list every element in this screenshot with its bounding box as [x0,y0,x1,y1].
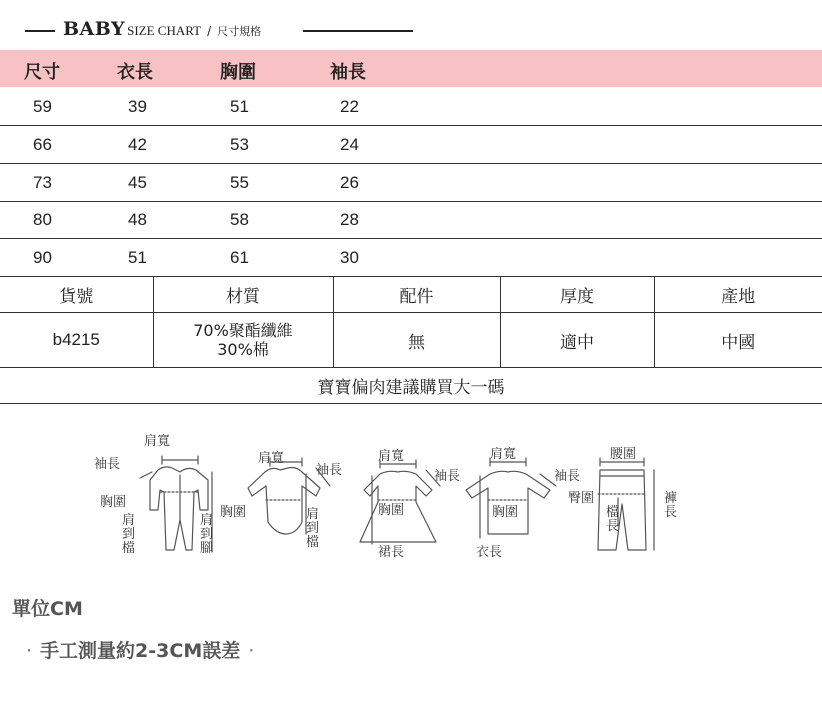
label-top-shoulder: 肩寬 [490,447,517,462]
info-material [153,313,333,368]
measurement-diagrams [80,430,700,580]
info-header-material: 材質 [153,276,333,313]
cell-chest: 55 [230,173,249,192]
label-pants-waist: 腰圍 [610,447,637,462]
label-bodysuit-sleeve: 袖長 [316,463,343,478]
title-brand: BABY [63,18,126,40]
label-top-sleeve: 袖長 [554,469,581,484]
label-pants-crotch: 檔長 [606,505,620,534]
dress-icon [360,460,440,544]
cell-size: 66 [33,135,52,154]
label-dress-skirt-length: 裙長 [378,545,405,560]
label-dress-sleeve: 袖長 [434,469,461,484]
cell-length: 48 [128,210,147,229]
info-note-row [0,368,822,404]
label-top-length: 衣長 [476,545,503,560]
header-size: 尺寸 [24,62,60,83]
cell-sleeve: 24 [340,135,359,154]
cell-chest: 61 [230,248,249,267]
title-rule-right [303,30,413,32]
info-accessory: 無 [333,313,500,368]
label-top-chest: 胸圍 [492,505,519,520]
cell-length: 42 [128,135,147,154]
tolerance-text: 手工測量約2-3CM誤差 [40,640,241,662]
title-text [63,18,261,40]
header-sleeve: 袖長 [330,62,366,83]
header-chest: 胸圍 [220,62,256,83]
info-header-thickness: 厚度 [500,276,654,313]
title-subtitle: SIZE CHART [127,23,202,38]
info-thickness: 適中 [500,313,654,368]
pants-icon [598,458,654,550]
unit-label: 單位CM [12,598,83,620]
label-romper1-chest: 胸圍 [100,495,127,510]
title-subtitle-zh: 尺寸規格 [217,25,262,38]
info-header-row [0,276,822,313]
info-header-code: 貨號 [0,276,153,313]
cell-chest: 58 [230,210,249,229]
title-rule-left [25,30,55,32]
label-pants-length: 褲長 [664,491,678,520]
material-line-2: 30%棉 [217,340,269,359]
product-info-table [0,276,822,404]
label-romper1-sleeve: 袖長 [94,457,121,472]
label-bodysuit-shoulder: 肩寬 [258,451,285,466]
label-bodysuit-shoulder-to-crotch: 肩到檔 [306,507,320,550]
label-dress-chest: 胸圍 [378,503,405,518]
cell-sleeve: 28 [340,210,359,229]
cell-chest: 53 [230,135,249,154]
label-romper1-shoulder-to-crotch: 肩到檔 [122,513,136,556]
label-pants-hip: 臀圍 [568,491,595,506]
size-advice-note: 寶寶偏肉建議購買大一碼 [0,368,822,404]
info-code: b4215 [0,313,153,368]
cell-size: 90 [33,248,52,267]
title-separator: / [207,24,212,38]
cell-length: 51 [128,248,147,267]
table-row [0,88,822,126]
cell-length: 45 [128,173,147,192]
cell-size: 73 [33,173,52,192]
measurement-tolerance-note [18,636,262,663]
info-value-row [0,313,822,368]
label-dress-shoulder: 肩寬 [378,449,405,464]
cell-chest: 51 [230,97,249,116]
info-header-accessory: 配件 [333,276,500,313]
bullet-dot-left: · [26,640,33,662]
table-row [0,239,822,277]
table-row [0,126,822,164]
header-length: 衣長 [117,62,153,83]
cell-sleeve: 26 [340,173,359,192]
shirt-icon [466,458,556,538]
size-chart-title [0,10,822,50]
material-line-1: 70%聚酯纖維 [193,321,293,340]
bullet-dot-right: · [248,640,255,662]
size-table-header [0,50,822,87]
label-romper1-shoulder-to-foot: 肩到腳 [200,513,214,556]
cell-sleeve: 30 [340,248,359,267]
cell-size: 80 [33,210,52,229]
table-row [0,201,822,239]
label-romper1-shoulder: 肩寬 [144,434,171,449]
label-bodysuit-chest: 胸圍 [220,505,247,520]
cell-sleeve: 22 [340,97,359,116]
table-row [0,164,822,202]
cell-length: 39 [128,97,147,116]
info-header-origin: 產地 [654,276,822,313]
info-origin: 中國 [654,313,822,368]
cell-size: 59 [33,97,52,116]
